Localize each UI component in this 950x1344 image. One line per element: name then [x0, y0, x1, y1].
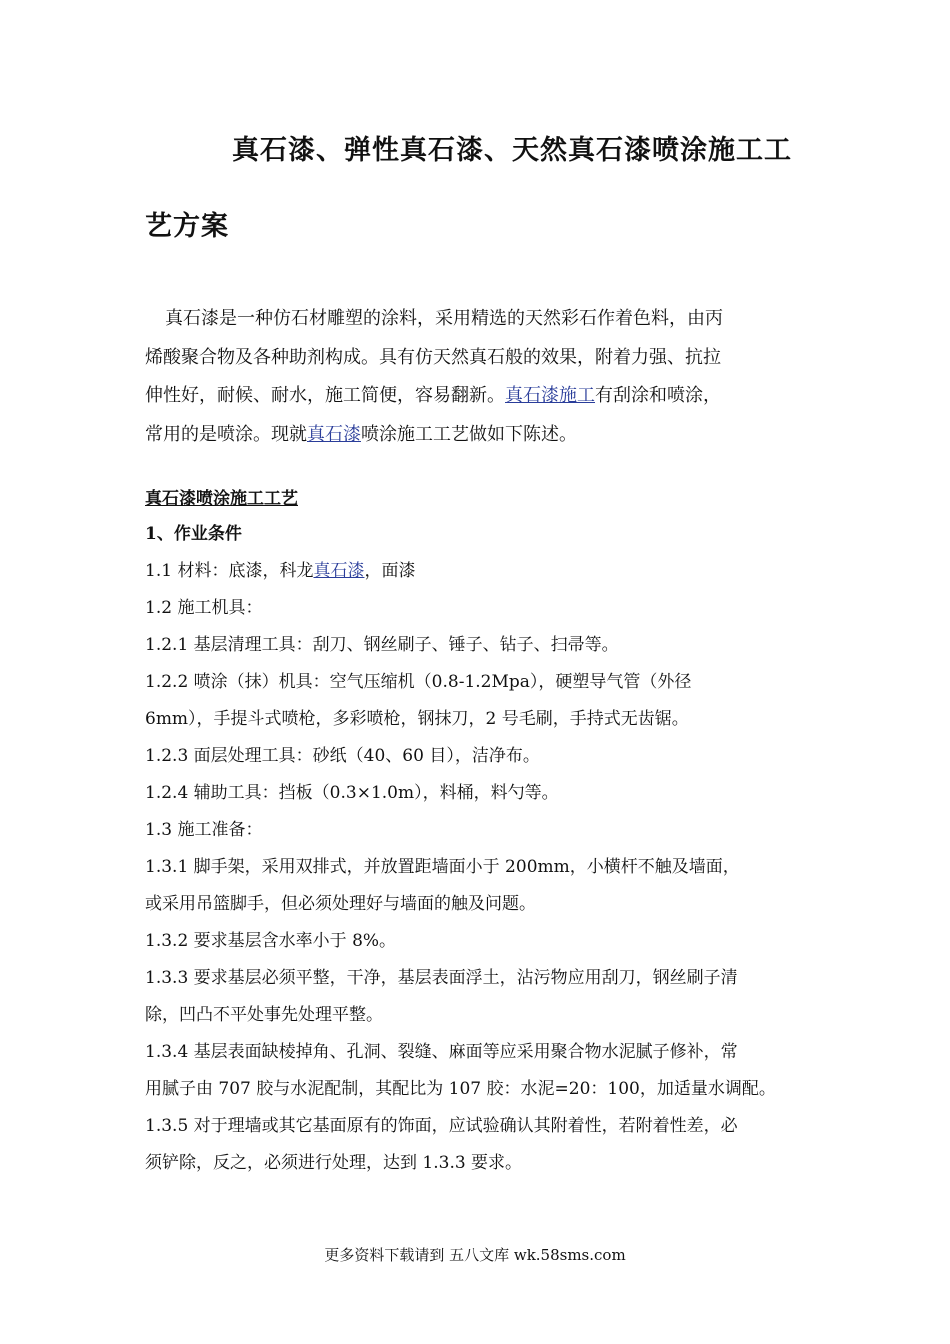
intro-paragraph [145, 300, 810, 454]
item-1-3-1-line-1: 1.3.1 脚手架，采用双排式，并放置距墙面小于 200mm，小横杆不触及墙面， [145, 857, 740, 877]
intro-line-1: 真石漆是一种仿石材雕塑的涂料，采用精选的天然彩石作着色料，由丙 [165, 308, 723, 329]
link-stone-paint[interactable]: 真石漆 [307, 423, 361, 445]
item-1-3-3-line-2: 除，凹凸不平处事先处理平整。 [145, 1005, 383, 1025]
intro-line-2: 烯酸聚合物及各种助剂构成。具有仿天然真石般的效果，附着力强、抗拉 [145, 346, 721, 368]
item-1-2-2-line-2: 6mm），手提斗式喷枪，多彩喷枪，钢抹刀，2 号毛刷，手持式无齿锯。 [145, 709, 689, 729]
link-stone-paint-construction[interactable]: 真石漆施工 [505, 385, 595, 406]
intro-line-4-text-a: 常用的是喷涂。现就 [145, 423, 307, 445]
intro-line-3 [145, 377, 810, 416]
page-footer: 更多资料下载请到 五八文库 wk.58sms.com [324, 1246, 626, 1264]
intro-line-4-text-b: 喷涂施工工艺做如下陈述。 [361, 423, 577, 445]
subsection-heading: 1、作业条件 [145, 524, 242, 544]
item-1-3-5-line-1: 1.3.5 对于理墙或其它基面原有的饰面，应试验确认其附着性，若附着性差，必 [145, 1116, 738, 1136]
item-1-2-1: 1.2.1 基层清理工具：刮刀、钢丝刷子、锤子、钻子、扫帚等。 [145, 635, 619, 655]
item-1-3-3-line-1: 1.3.3 要求基层必须平整，干净，基层表面浮土，沾污物应用刮刀，钢丝刷子清 [145, 968, 738, 988]
intro-line-3-text-b: 有刮涂和喷涂， [595, 385, 721, 406]
document-body [145, 483, 810, 1182]
item-1-2-3: 1.2.3 面层处理工具：砂纸（40、60 目），洁净布。 [145, 746, 540, 766]
item-1-3-4-line-1: 1.3.4 基层表面缺棱掉角、孔洞、裂缝、麻面等应采用聚合物水泥腻子修补，常 [145, 1042, 738, 1062]
document-title-line-1: 真石漆、弹性真石漆、天然真石漆喷涂施工工 [232, 135, 792, 166]
item-1-3-4-line-2: 用腻子由 707 胶与水泥配制，其配比为 107 胶：水泥=20：100，加适量水调配。 [145, 1079, 776, 1099]
item-1-1-text-b: ，面漆 [364, 561, 416, 581]
section-title: 真石漆喷涂施工工艺 [145, 489, 298, 509]
item-1-3-1-line-2: 或采用吊篮脚手，但必须处理好与墙面的触及问题。 [145, 894, 536, 914]
item-1-3: 1.3 施工准备： [145, 820, 263, 840]
item-1-1-text-a: 1.1 材料：底漆，科龙 [145, 561, 314, 581]
intro-line-4 [145, 416, 810, 455]
item-1-2: 1.2 施工机具： [145, 598, 263, 618]
item-1-1 [145, 553, 810, 590]
link-stone-paint-material[interactable]: 真石漆 [313, 561, 365, 581]
item-1-3-5-line-2: 须铲除，反之，必须进行处理，达到 1.3.3 要求。 [145, 1153, 523, 1173]
item-1-2-2-line-1: 1.2.2 喷涂（抹）机具：空气压缩机（0.8-1.2Mpa），硬塑导气管（外径 [145, 672, 692, 692]
item-1-2-4: 1.2.4 辅助工具：挡板（0.3×1.0m），料桶，料勺等。 [145, 783, 559, 803]
intro-line-3-text-a: 伸性好，耐候、耐水，施工简便，容易翻新。 [145, 385, 505, 406]
document-title-line-2: 艺方案 [145, 211, 229, 242]
item-1-3-2: 1.3.2 要求基层含水率小于 8%。 [145, 931, 397, 951]
